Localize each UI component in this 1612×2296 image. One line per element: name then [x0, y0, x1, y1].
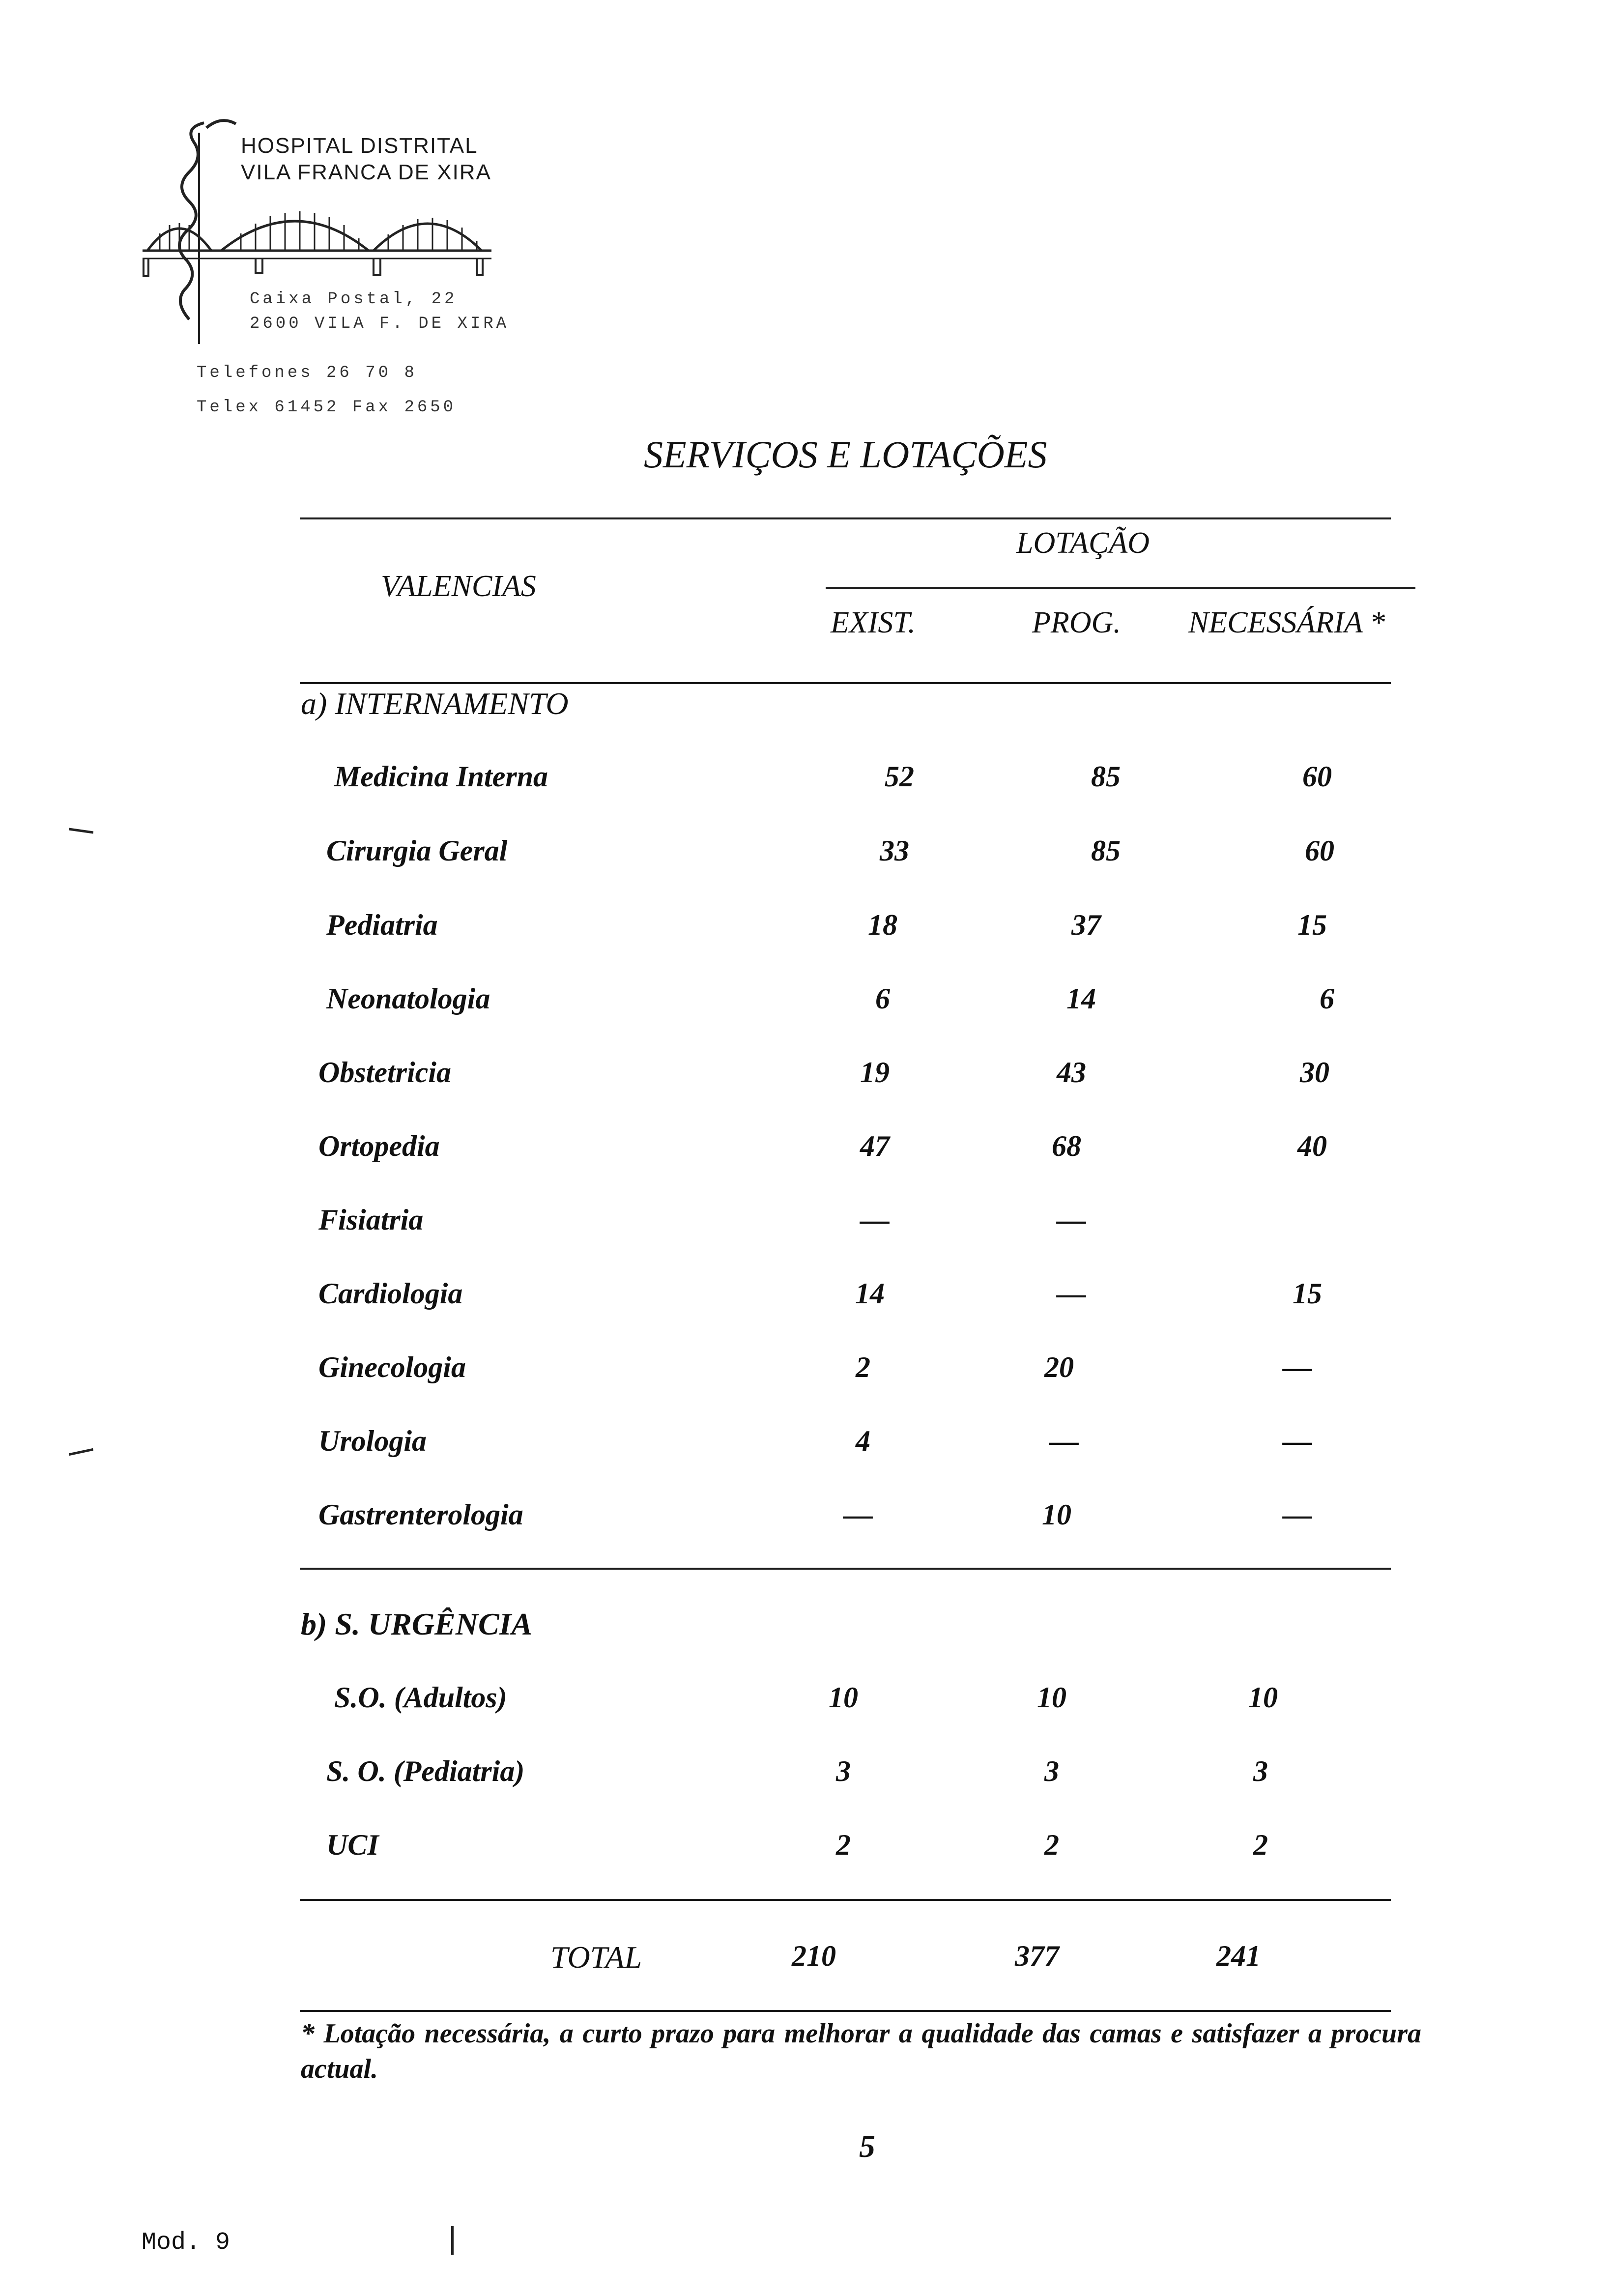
cell-nec: 40 — [1297, 1130, 1327, 1162]
cell-exist: 2 — [856, 1351, 870, 1383]
row-label: Cirurgia Geral — [326, 834, 508, 867]
cell-prog: 68 — [1052, 1130, 1081, 1162]
row-label: S.O. (Adultos) — [334, 1681, 507, 1714]
form-code: Mod. 9 — [142, 2229, 230, 2257]
row-label: Ortopedia — [318, 1130, 440, 1162]
cell-prog: — — [1057, 1277, 1086, 1310]
row-label: Ginecologia — [318, 1351, 466, 1383]
row-label: UCI — [326, 1829, 379, 1861]
page-number: 5 — [859, 2128, 875, 2164]
header-prog: PROG. — [1032, 606, 1121, 639]
cell-prog: — — [1057, 1204, 1086, 1236]
cell-exist: 4 — [856, 1425, 870, 1457]
cell-prog: 85 — [1091, 760, 1121, 793]
header-bottom-rule — [300, 682, 1391, 684]
cell-exist: 3 — [836, 1755, 851, 1787]
cell-nec: 15 — [1297, 909, 1327, 941]
letterhead — [138, 113, 511, 428]
cell-prog: 10 — [1042, 1498, 1071, 1531]
cell-nec: 60 — [1302, 760, 1332, 793]
total-exist: 210 — [792, 1940, 836, 1972]
cell-nec: — — [1283, 1351, 1312, 1383]
cell-nec: 2 — [1253, 1829, 1268, 1861]
hospital-name-line1: HOSPITAL DISTRITAL — [241, 134, 478, 158]
cell-exist: — — [860, 1204, 890, 1236]
cell-nec: 10 — [1248, 1681, 1278, 1714]
telex-fax-line: Telex 61452 Fax 2650 — [197, 398, 457, 417]
cell-nec: 3 — [1253, 1755, 1268, 1787]
cell-prog: — — [1049, 1425, 1079, 1457]
cell-prog: 20 — [1044, 1351, 1074, 1383]
lotacao-rule — [826, 587, 1415, 589]
cell-prog: 2 — [1044, 1829, 1059, 1861]
cell-prog: 43 — [1057, 1056, 1086, 1089]
cell-exist: 10 — [829, 1681, 858, 1714]
row-label: Gastrenterologia — [318, 1498, 523, 1531]
row-label: Cardiologia — [318, 1277, 463, 1310]
footnote: * Lotação necessária, a curto prazo para melhorar a qualidade das camas e satisfazer a procura actual. — [301, 2018, 1421, 2084]
cell-nec: 60 — [1305, 834, 1334, 867]
cell-prog: 37 — [1071, 909, 1101, 941]
cell-exist: 33 — [880, 834, 909, 867]
scan-mark — [69, 828, 93, 834]
cell-exist: 47 — [860, 1130, 890, 1162]
scan-mark — [69, 1448, 93, 1456]
cell-nec: — — [1283, 1498, 1312, 1531]
cell-prog: 85 — [1091, 834, 1121, 867]
table-bottom-rule — [300, 2010, 1391, 2012]
cell-exist: 18 — [868, 909, 897, 941]
section-internamento: a) INTERNAMENTO — [301, 686, 569, 721]
cell-prog: 14 — [1066, 982, 1096, 1015]
row-label: Medicina Interna — [334, 760, 548, 793]
cell-exist: 52 — [885, 760, 914, 793]
page-title: SERVIÇOS E LOTAÇÕES — [644, 433, 1047, 476]
phone-line: Telefones 26 70 8 — [197, 364, 417, 382]
section-urgencia: b) S. URGÊNCIA — [301, 1607, 533, 1641]
header-necessaria: NECESSÁRIA * — [1188, 606, 1385, 639]
scan-mark — [451, 2226, 454, 2255]
total-prog: 377 — [1015, 1940, 1059, 1972]
row-label: Pediatria — [326, 909, 438, 941]
section-a-bottom-rule — [300, 1568, 1391, 1570]
cell-prog: 3 — [1044, 1755, 1059, 1787]
address-line1: Caixa Postal, 22 — [250, 290, 458, 309]
table-top-rule — [300, 517, 1391, 519]
address-line2: 2600 VILA F. DE XIRA — [250, 315, 510, 333]
row-label: Obstetricia — [318, 1056, 451, 1089]
header-valencias: VALENCIAS — [381, 570, 536, 603]
cell-exist: 19 — [860, 1056, 890, 1089]
row-label: Fisiatria — [318, 1204, 424, 1236]
cell-nec: 30 — [1300, 1056, 1329, 1089]
cell-exist: 14 — [855, 1277, 885, 1310]
header-lotacao: LOTAÇÃO — [1016, 526, 1150, 560]
row-label: Urologia — [318, 1425, 427, 1457]
cell-nec: 6 — [1320, 982, 1334, 1015]
cell-nec: — — [1283, 1425, 1312, 1457]
row-label: Neonatologia — [326, 982, 490, 1015]
section-b-bottom-rule — [300, 1899, 1391, 1901]
cell-nec: 15 — [1293, 1277, 1322, 1310]
cell-exist: 6 — [875, 982, 890, 1015]
cell-prog: 10 — [1037, 1681, 1066, 1714]
header-exist: EXIST. — [831, 606, 916, 639]
total-nec: 241 — [1216, 1940, 1261, 1972]
row-label: S. O. (Pediatria) — [326, 1755, 525, 1787]
total-label: TOTAL — [550, 1940, 642, 1975]
cell-exist: 2 — [836, 1829, 851, 1861]
cell-exist: — — [843, 1498, 873, 1531]
hospital-name-line2: VILA FRANCA DE XIRA — [241, 160, 491, 184]
